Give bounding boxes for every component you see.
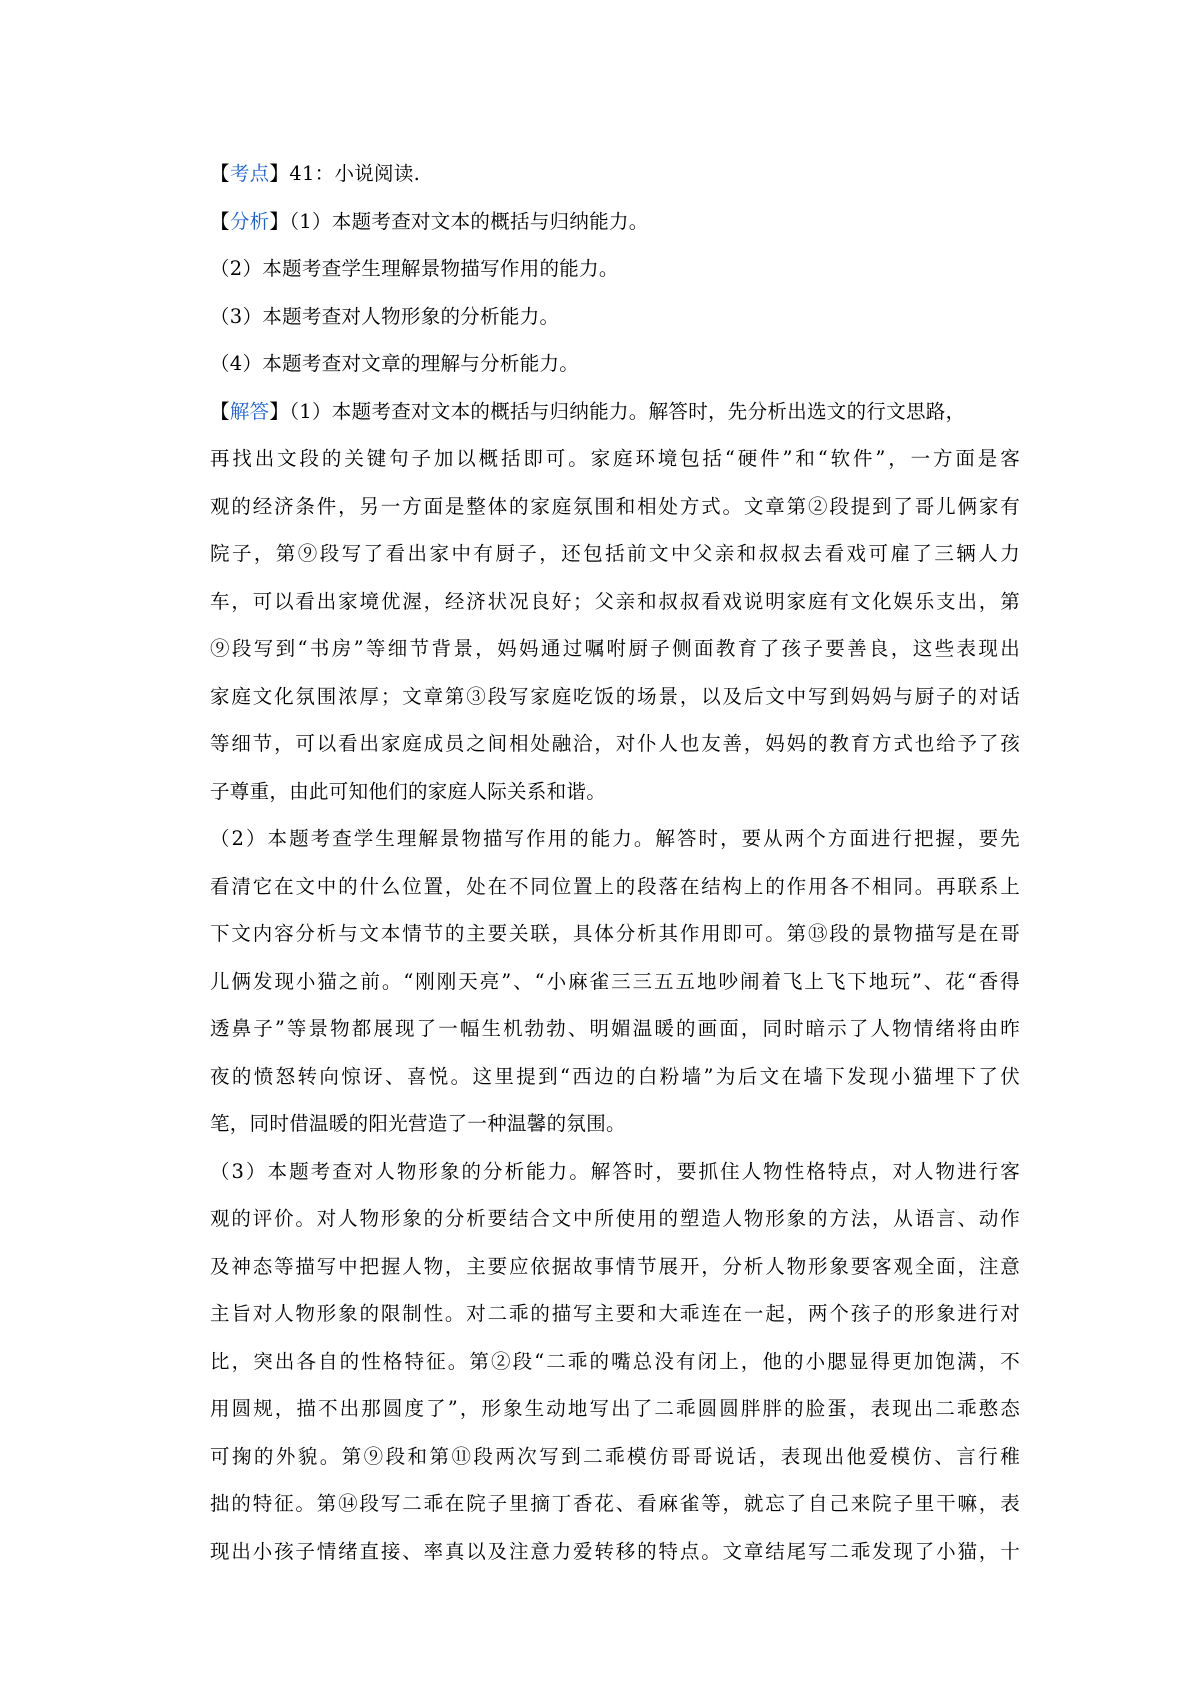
answer-text-line: 院子，第⑨段写了看出家中有厨子，还包括前文中父亲和叔叔去看戏可雇了三辆人力 (210, 542, 1020, 565)
answer-text-line: 儿俩发现小猫之前。“刚刚天亮”、“小麻雀三三五五地吵闹着飞上飞下地玩”、花“香得 (210, 969, 1020, 993)
answer-text-line: 子尊重，由此可知他们的家庭人际关系和谐。 (210, 779, 607, 803)
analysis-line (210, 198, 1020, 246)
answer-text-line: （3）本题考查对人物形象的分析能力。解答时，要抓住人物性格特点，对人物进行客 (210, 1159, 1020, 1183)
answer-text-line: 看清它在文中的什么位置，处在不同位置上的段落在结构上的作用各不相同。再联系上 (210, 874, 1020, 898)
answer-text-line: 比，突出各自的性格特征。第②段“二乖的嘴总没有闭上，他的小腮显得更加饱满，不 (210, 1349, 1020, 1373)
bracket-close: 】 (269, 399, 290, 423)
answer-text-line: 及神态等描写中把握人物，主要应依据故事情节展开，分析人物形象要客观全面，注意 (210, 1254, 1020, 1278)
answer-line (210, 388, 1020, 436)
bracket-open: 【 (210, 399, 230, 423)
answer-text-line: 笔，同时借温暖的阳光营造了一种温馨的氛围。 (210, 1112, 626, 1135)
answer-text-line: 夜的愤怒转向惊讶、喜悦。这里提到“西边的白粉墙”为后文在墙下发现小猫埋下了伏 (210, 1064, 1020, 1088)
answer-text-line: 观的经济条件，另一方面是整体的家庭氛围和相处方式。文章第②段提到了哥儿俩家有 (210, 494, 1020, 518)
answer-text-line: 透鼻子”等景物都展现了一幅生机勃勃、明媚温暖的画面，同时暗示了人物情绪将由昨 (210, 1017, 1020, 1040)
answer-text-line: 拙的特征。第⑭段写二乖在院子里摘丁香花、看麻雀等，就忘了自己来院子里干嘛，表 (210, 1492, 1020, 1515)
bracket-close: 】 (269, 209, 290, 233)
answer-label: 解答 (229, 399, 270, 423)
answer-text-line: 下文内容分析与文本情节的主要关联，具体分析其作用即可。第⑬段的景物描写是在哥 (210, 922, 1020, 945)
answer-text-line: ⑨段写到“书房”等细节背景，妈妈通过嘱咐厨子侧面教育了孩子要善良，这些表现出 (210, 637, 1020, 660)
analysis-label: 分析 (229, 209, 270, 233)
analysis-item: （4）本题考查对文章的理解与分析能力。 (210, 352, 580, 375)
bracket-close: 】 (269, 162, 290, 185)
answer-text-line: 家庭文化氛围浓厚；文章第③段写家庭吃饭的场景，以及后文中写到妈妈与厨子的对话 (210, 684, 1020, 708)
bracket-open: 【 (210, 209, 230, 233)
kaodian-line (210, 150, 1020, 198)
answer-text-line: 再找出文段的关键句子加以概括即可。家庭环境包括“硬件”和“软件”，一方面是客 (210, 447, 1020, 470)
answer-text-line: 车，可以看出家境优渥，经济状况良好；父亲和叔叔看戏说明家庭有文化娱乐支出，第 (210, 589, 1020, 613)
answer-text-line: 用圆规，描不出那圆度了”，形象生动地写出了二乖圆圆胖胖的脸蛋，表现出二乖憨态 (210, 1397, 1020, 1420)
answer-text-line: 观的评价。对人物形象的分析要结合文中所使用的塑造人物形象的方法，从语言、动作 (210, 1207, 1020, 1230)
answer-text-line: 可掬的外貌。第⑨段和第⑪段两次写到二乖模仿哥哥说话，表现出他爱模仿、言行稚 (210, 1444, 1020, 1468)
answer-text-line: 主旨对人物形象的限制性。对二乖的描写主要和大乖连在一起，两个孩子的形象进行对 (210, 1302, 1020, 1325)
answer-text-line: （2）本题考查学生理解景物描写作用的能力。解答时，要从两个方面进行把握，要先 (210, 827, 1020, 850)
bracket-open: 【 (210, 162, 230, 185)
answer-text-line: 现出小孩子情绪直接、率真以及注意力爱转移的特点。文章结尾写二乖发现了小猫，十 (210, 1539, 1020, 1563)
analysis-item: （2）本题考查学生理解景物描写作用的能力。 (210, 257, 619, 280)
kaodian-label: 考点 (229, 162, 270, 185)
analysis-item: （3）本题考查对人物形象的分析能力。 (210, 304, 560, 328)
answer-first-text: （1）本题考查对文本的概括与归纳能力。解答时，先分析出选文的行文思路， (289, 399, 966, 423)
answer-text-line: 等细节，可以看出家庭成员之间相处融洽，对仆人也友善，妈妈的教育方式也给予了孩 (210, 732, 1020, 755)
analysis-first-text: （1）本题考查对文本的概括与归纳能力。 (289, 209, 649, 233)
kaodian-text: 41：小说阅读. (289, 162, 421, 185)
document-page (210, 150, 1020, 1575)
